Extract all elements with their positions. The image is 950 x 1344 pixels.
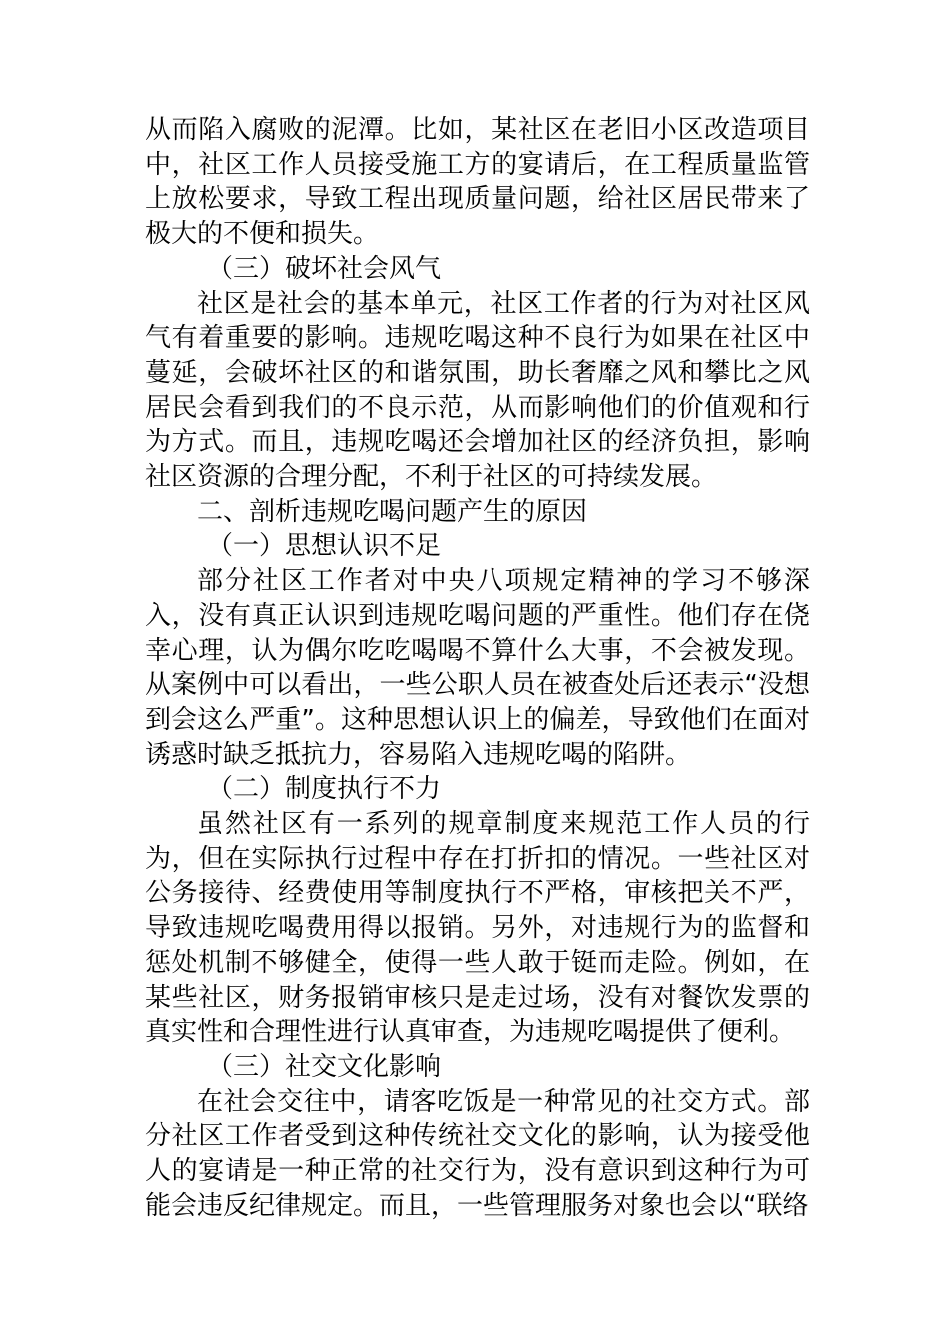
paragraph-continued: 从而陷入腐败的泥潭。比如，某社区在老旧小区改造项目中，社区工作人员接受施工方的宴请后，在工程质量监管上放松要求，导致工程出现质量问题，给社区居民带来了极大的不便和损失。 bbox=[145, 115, 810, 250]
paragraph: 虽然社区有一系列的规章制度来规范工作人员的行为，但在实际执行过程中存在打折扣的情况。一些社区对公务接待、经费使用等制度执行不严格，审核把关不严，导致违规吃喝费用得以报销。另外，对违规行为的监督和惩处机制不够健全，使得一些人敢于铤而走险。例如，在某些社区，财务报销审核只是走过场，没有对餐饮发票的真实性和合理性进行认真审查，为违规吃喝提供了便利。 bbox=[145, 809, 810, 1048]
section-heading-2: 二、剖析违规吃喝问题产生的原因 bbox=[197, 496, 588, 527]
paragraph: 部分社区工作者对中央八项规定精神的学习不够深入，没有真正认识到违规吃喝问题的严重性。他们存在侥幸心理，认为偶尔吃吃喝喝不算什么大事，不会被发现。从案例中可以看出，一些公职人员在被查处后还表示“没想到会这么严重”。这种思想认识上的偏差，导致他们在面对诱惑时缺乏抵抗力，容易陷入违规吃喝的陷阱。 bbox=[145, 566, 810, 770]
subheading-3: （三）破坏社会风气 bbox=[207, 253, 442, 284]
subheading-2: （二）制度执行不力 bbox=[207, 774, 442, 805]
paragraph: 社区是社会的基本单元，社区工作者的行为对社区风气有着重要的影响。违规吃喝这种不良行为如果在社区中蔓延，会破坏社区的和谐氛围，助长奢靡之风和攀比之风居民会看到我们的不良示范，从而影响他们的价值观和行为方式。而且，违规吃喝还会增加社区的经济负担，影响社区资源的合理分配，不利于社区的可持续发展。 bbox=[145, 288, 810, 493]
document-body bbox=[145, 113, 810, 1224]
paragraph: 在社会交往中，请客吃饭是一种常见的社交方式。部分社区工作者受到这种传统社交文化的影响，认为接受他人的宴请是一种正常的社交行为，没有意识到这种行为可能会违反纪律规定。而且，一些管理服务对象也会以“联络 bbox=[145, 1086, 810, 1221]
subheading-3: （三）社交文化影响 bbox=[207, 1051, 442, 1082]
subheading-1: （一）思想认识不足 bbox=[207, 531, 442, 562]
